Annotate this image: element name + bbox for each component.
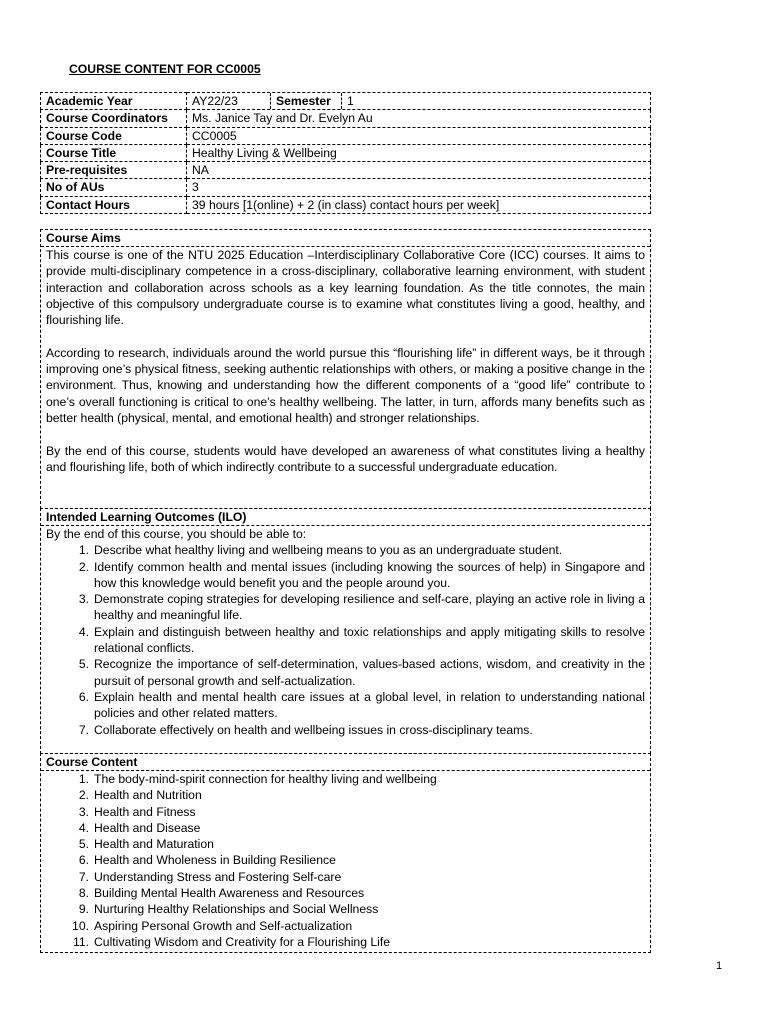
contact-hours-label: Contact Hours	[41, 196, 187, 213]
table-row	[41, 110, 651, 127]
list-item: 5. Health and Maturation	[78, 837, 214, 852]
aims-paragraph-2: According to research, individuals around the world pursue this “flourishing life” in different ways, be it through improving one’s physical fitness, seeking authentic relationships with others, or making a positive change in the environment. Thus, knowing and understanding how the different components of a “good life” contribute to one’s overall functioning is critical to one’s healthy wellbeing. The latter, in turn, affords many benefits such as better health (physical, mental, and emotional health) and stronger relationships.	[46, 345, 645, 425]
course-aims-section	[40, 229, 651, 509]
prerequisites-value: NA	[187, 162, 651, 179]
ilo-heading: Intended Learning Outcomes (ILO)	[41, 509, 650, 526]
list-item: 6. Health and Wholeness in Building Resilience	[78, 853, 336, 868]
aims-paragraph-1: This course is one of the NTU 2025 Education –Interdisciplinary Collaborative Core (ICC) courses. It aims to provide multi-disciplinary competence in a cross-disciplinary, collaborative learning environment, with student interaction and collaboration across schools as a key learning foundation. As the title connotes, the main objective of this compulsory undergraduate course is to examine what constitutes living a good, healthy, and flourishing life.	[46, 248, 645, 328]
aims-paragraph-3: By the end of this course, students would have developed an awareness of what constitutes living a healthy and flourishing life, both of which indirectly contribute to a successful undergraduate education.	[46, 443, 645, 474]
list-item: 9. Nurturing Healthy Relationships and Social Wellness	[78, 902, 379, 917]
course-title-label: Course Title	[41, 144, 187, 161]
list-item: 1. The body-mind-spirit connection for healthy living and wellbeing	[78, 772, 437, 786]
table-row	[41, 127, 651, 144]
academic-year-value: AY22/23	[187, 93, 271, 109]
table-row	[41, 162, 651, 179]
course-aims-heading: Course Aims	[41, 230, 650, 247]
list-item: 2. Health and Nutrition	[78, 788, 202, 803]
ilo-list	[46, 542, 645, 738]
list-item: 6. Explain health and mental health care issues at a global level, in relation to understanding national policies and other related matters.	[78, 689, 645, 721]
table-row	[41, 179, 651, 196]
table-row	[41, 144, 651, 161]
coordinators-value: Ms. Janice Tay and Dr. Evelyn Au	[187, 110, 651, 127]
semester-value: 1	[347, 94, 354, 108]
coordinators-label: Course Coordinators	[41, 110, 187, 127]
aus-label: No of AUs	[41, 179, 187, 196]
list-item: 7. Understanding Stress and Fostering Self-care	[78, 869, 342, 884]
list-item: 7. Collaborate effectively on health and wellbeing issues in cross-disciplinary teams.	[78, 722, 533, 737]
academic-year-cell	[187, 93, 651, 110]
contact-hours-value: 39 hours [1(online) + 2 (in class) contact hours per week]	[187, 196, 651, 213]
aus-value: 3	[187, 179, 651, 196]
list-item: 2. Identify common health and mental issues (including knowing the sources of help) in Singapore and how this knowledge would benefit you and the people around you.	[78, 559, 645, 590]
table-row	[41, 93, 651, 110]
list-item: 5. Recognize the importance of self-determination, values-based actions, wisdom, and creativity in the pursuit of personal growth and self-actualization.	[78, 657, 645, 688]
page-title: COURSE CONTENT FOR CC0005	[69, 62, 261, 76]
page-number: 1	[716, 960, 723, 972]
list-item: 4. Explain and distinguish between healthy and toxic relationships and apply mitigating skills to resolve relational conflicts.	[78, 624, 645, 656]
list-item: 8. Building Mental Health Awareness and Resources	[78, 886, 365, 901]
course-content-heading: Course Content	[41, 754, 650, 771]
list-item: 1. Describe what healthy living and wellbeing means to you as an undergraduate student.	[78, 543, 563, 558]
list-item: 4. Health and Disease	[78, 820, 201, 835]
list-item: 10. Aspiring Personal Growth and Self-actualization	[72, 918, 353, 933]
list-item: 3. Health and Fitness	[78, 804, 196, 819]
course-info-table	[40, 92, 651, 214]
prerequisites-label: Pre-requisites	[41, 162, 187, 179]
course-content-section	[40, 753, 651, 953]
course-title-value: Healthy Living & Wellbeing	[187, 144, 651, 161]
list-item: 11. Cultivating Wisdom and Creativity for a Flourishing Life	[72, 934, 391, 949]
course-content-list	[46, 771, 645, 950]
course-code-label: Course Code	[41, 127, 187, 144]
academic-year-label: Academic Year	[41, 93, 187, 110]
semester-label: Semester	[271, 93, 342, 109]
list-item: 3. Demonstrate coping strategies for developing resilience and self-care, playing an active role in living a healthy and meaningful life.	[78, 592, 645, 623]
ilo-intro: By the end of this course, you should be able to:	[46, 527, 307, 541]
course-code-value: CC0005	[187, 127, 651, 144]
ilo-section	[40, 508, 651, 754]
table-row	[41, 196, 651, 213]
